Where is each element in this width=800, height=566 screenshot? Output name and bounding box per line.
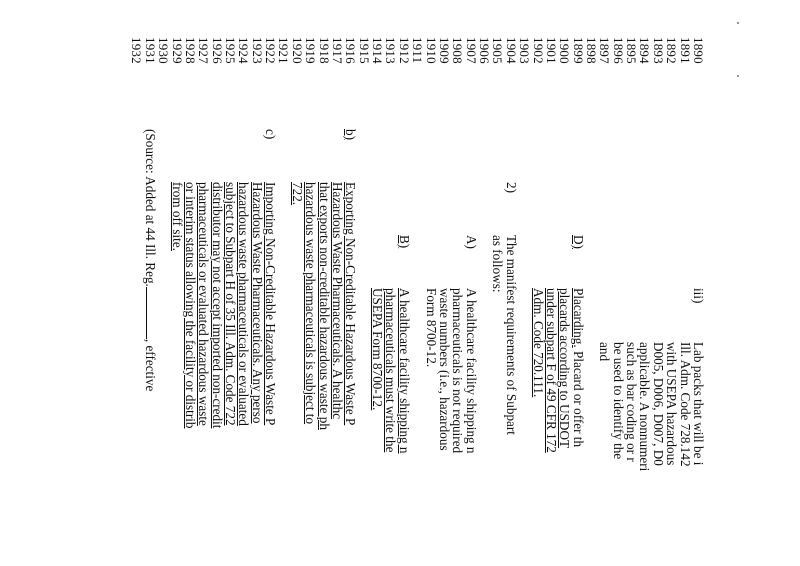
line-number: 1903 (517, 37, 533, 64)
item-D-line-1-rest: Placard or offer th (570, 347, 586, 448)
line-number: 1932 (129, 37, 145, 64)
line-number: 1905 (490, 37, 506, 64)
line-number: 1931 (142, 37, 158, 64)
placarding-heading: Placarding. (570, 288, 586, 348)
item-c-line-1: Importing Non-Creditable Hazardous Waste P (263, 182, 279, 426)
item-D-line-1 (571, 288, 584, 447)
item-iii-line-6: such as bar coding or r (624, 342, 640, 462)
line-number: 1901 (543, 37, 559, 64)
item-c-label: c) (263, 129, 279, 140)
line-number: 1892 (664, 37, 680, 64)
item-b-line-1: Exporting Non-Creditable Hazardous Waste P (343, 182, 359, 426)
line-number: 1891 (677, 37, 693, 64)
line-number: 1910 (423, 37, 439, 64)
item-B-line-1: A healthcare facility shipping n (396, 288, 412, 454)
line-number: 1928 (182, 37, 198, 64)
item-b-line-4: hazardous waste pharmaceuticals is subject to (303, 182, 319, 425)
line-number: 1904 (503, 37, 519, 64)
line-number: 1919 (303, 37, 319, 64)
line-number: 1900 (557, 37, 573, 64)
item-D-line-2: placards according to USDOT (557, 288, 573, 449)
line-number: 1908 (450, 37, 466, 64)
line-number: 1899 (570, 37, 586, 64)
item-A-line-1: A healthcare facility shipping n (463, 288, 479, 454)
line-number: 1895 (624, 37, 640, 64)
source-note-effective: , effective (142, 338, 158, 392)
item-iii-line-7: be used to identify the (610, 342, 626, 460)
item-b-line-3: that exports non-creditable hazardous waste ph (316, 182, 332, 430)
line-number: 1930 (156, 37, 172, 64)
line-number: 1896 (610, 37, 626, 64)
item-c-line-6: pharmaceuticals or evaluated hazardous waste (196, 182, 212, 426)
item-2-label: 2) (503, 182, 519, 193)
source-blank-line (146, 287, 157, 339)
source-note (144, 129, 157, 391)
line-number: 1924 (236, 37, 252, 64)
line-number: 1929 (169, 37, 185, 64)
item-iii-line-4: D005, D006, D007, D0 (650, 342, 666, 466)
item-c-line-5: distributor may not accept imported non-credit (209, 182, 225, 429)
line-number: 1890 (691, 37, 706, 64)
line-number: 1909 (437, 37, 452, 64)
line-number: 1902 (530, 37, 546, 64)
line-number: 1911 (410, 37, 426, 64)
line-number: 1897 (597, 37, 613, 64)
item-2-line-2: as follows: (490, 235, 506, 293)
item-B-line-3: USEPA Form 8700-12. (370, 288, 386, 411)
item-b-label: b) (343, 129, 359, 140)
source-note-lead: (Source: Added at 44 Ill. Reg. (142, 129, 158, 287)
line-number: 1925 (223, 37, 238, 64)
line-number: 1923 (249, 37, 265, 64)
item-iii-line-5: applicable. A nonnumeri (637, 342, 653, 472)
item-b-line-2: Hazardous Waste Pharmaceuticals. A healthc (330, 182, 345, 420)
item-c-line-8: from off site. (169, 182, 185, 251)
line-number: 1922 (263, 37, 279, 64)
line-number: 1915 (356, 37, 372, 64)
item-iii-line-8: and (597, 342, 613, 362)
item-b-line-5: 722. (289, 182, 305, 206)
item-A-line-2: pharmaceuticals is not required (450, 288, 466, 454)
item-iii-line-3: with USEPA hazardous (664, 342, 680, 466)
line-number: 1906 (477, 37, 493, 64)
item-B-line-2: pharmaceuticals must write the (383, 288, 399, 453)
line-number: 1898 (584, 37, 599, 64)
line-number: 1907 (463, 37, 479, 64)
item-c-line-2: Hazardous Waste Pharmaceuticals. Any perso (249, 182, 265, 424)
item-D-line-3: under subpart F of 49 CFR 172 (543, 288, 559, 453)
line-number: 1913 (383, 37, 399, 64)
line-number: 1917 (330, 37, 345, 64)
item-c-line-7: or interim status allowing the facility or distrib (183, 182, 198, 429)
line-number: 1914 (370, 37, 386, 64)
item-D-label: D) (570, 235, 586, 249)
item-B-label: B) (396, 235, 412, 249)
item-iii-line-1: Lab packs that will be i (691, 342, 706, 466)
line-number: 1927 (196, 37, 212, 64)
item-A-label: A) (463, 235, 479, 249)
item-c-line-4: subject to Subpart H of 35 Ill. Adm. Code 722 (223, 182, 239, 426)
item-2-line-1: The manifest requirements of Subpart (503, 235, 519, 435)
item-iii-line-2: Ill. Adm. Code 728.142 (677, 342, 693, 467)
item-D-line-4: Adm. Code 720.111. (530, 288, 546, 398)
line-number: 1893 (650, 37, 666, 64)
item-A-line-4: Form 8700-12. (423, 288, 439, 368)
line-number: 1921 (276, 37, 292, 64)
item-iii-label: iii) (691, 288, 706, 304)
item-c-line-3: hazardous waste pharmaceuticals or evaluated (236, 182, 252, 426)
line-number: 1918 (316, 37, 332, 64)
line-number: 1926 (209, 37, 225, 64)
item-A-line-3: waste numbers (i.e., hazardous (437, 288, 452, 451)
line-number: 1894 (637, 37, 653, 64)
line-number: 1916 (343, 37, 359, 64)
line-number: 1912 (396, 37, 412, 64)
line-number: 1920 (289, 37, 305, 64)
